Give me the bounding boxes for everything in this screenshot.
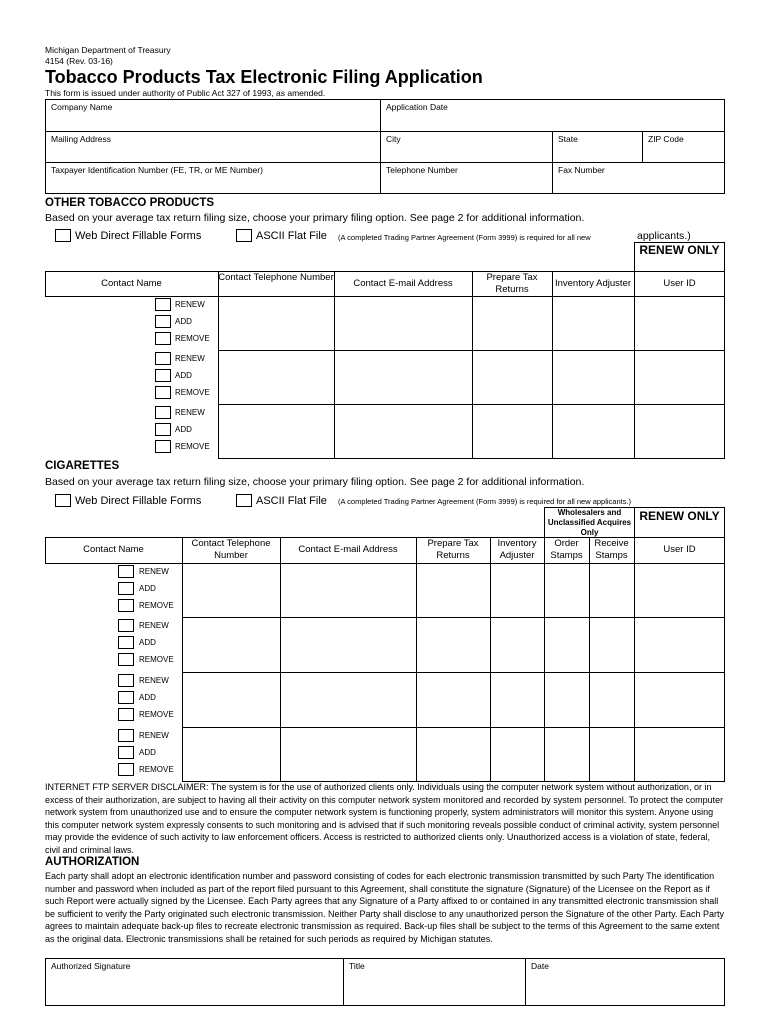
- otp-row3-remove-checkbox[interactable]: [155, 440, 171, 453]
- cig-col-order-stamps: Order Stamps: [550, 538, 583, 561]
- department-name: Michigan Department of Treasury: [45, 45, 171, 55]
- cig-col-contact-email: Contact E-mail Address: [298, 544, 398, 555]
- form-title: Tobacco Products Tax Electronic Filing Application: [45, 67, 483, 87]
- add-label: ADD: [175, 371, 192, 380]
- cig-wholesalers-header: Wholesalers and Unclassified Acquires Only: [547, 508, 632, 537]
- renew-label: RENEW: [139, 621, 169, 630]
- city-field[interactable]: City: [386, 134, 401, 144]
- cigarettes-heading: CIGARETTES: [45, 460, 120, 472]
- cig-row3-renew-checkbox[interactable]: [118, 674, 134, 687]
- otp-col-user-id: User ID: [663, 278, 696, 289]
- cig-row4-remove-checkbox[interactable]: [118, 763, 134, 776]
- cig-row2-renew-checkbox[interactable]: [118, 619, 134, 632]
- cig-row1-remove-checkbox[interactable]: [118, 599, 134, 612]
- remove-label: REMOVE: [175, 388, 210, 397]
- cig-row2-remove-checkbox[interactable]: [118, 653, 134, 666]
- cig-col-inventory-adjuster: Inventory Adjuster: [497, 538, 537, 561]
- otp-row1-add-checkbox[interactable]: [155, 315, 171, 328]
- otp-intro: Based on your average tax return filing size, choose your primary filing option. See page 2 for additional information.: [45, 212, 585, 224]
- fax-field[interactable]: Fax Number: [558, 165, 605, 175]
- renew-label: RENEW: [139, 676, 169, 685]
- cig-col-receive-stamps: Receive Stamps: [594, 538, 629, 561]
- remove-label: REMOVE: [139, 601, 174, 610]
- cig-col-user-id: User ID: [663, 544, 696, 555]
- ftp-disclaimer: INTERNET FTP SERVER DISCLAIMER: The system is for the use of authorized clients only. Individuals using the computer network system without authorization, or in excess of their authorization, are subject to having all their activity on this computer network system monitored and recorded by system personnel. To protect the computer network system from unauthorized use and to ensure the computer network system is functioning properly, system administrators will monitor this system. Anyone using this computer network system expressly consents to such monitoring and is advised that if such monitoring reveals possible conduct of criminal activity, system personnel may provide the evidence of such activity to law enforcement officers. Access is restricted to authorized clients only. Unauthorized access is a violation of state, federal, civil and criminal laws.: [45, 782, 724, 855]
- cig-ascii-label: ASCII Flat File: [256, 495, 327, 507]
- remove-label: REMOVE: [175, 334, 210, 343]
- cig-row1-renew-checkbox[interactable]: [118, 565, 134, 578]
- cig-ascii-checkbox[interactable]: [236, 494, 252, 507]
- otp-ascii-checkbox[interactable]: [236, 229, 252, 242]
- cig-row3-add-checkbox[interactable]: [118, 691, 134, 704]
- otp-col-contact-name: Contact Name: [101, 278, 162, 289]
- add-label: ADD: [139, 693, 156, 702]
- add-label: ADD: [175, 425, 192, 434]
- taxpayer-id-field[interactable]: Taxpayer Identification Number (FE, TR, or ME Number): [51, 165, 263, 175]
- telephone-field[interactable]: Telephone Number: [386, 165, 458, 175]
- cig-row4-add-checkbox[interactable]: [118, 746, 134, 759]
- company-name-field[interactable]: Company Name: [51, 102, 113, 112]
- cig-row4-renew-checkbox[interactable]: [118, 729, 134, 742]
- title-field[interactable]: Title: [349, 961, 365, 971]
- add-label: ADD: [175, 317, 192, 326]
- remove-label: REMOVE: [139, 765, 174, 774]
- otp-col-contact-email: Contact E-mail Address: [353, 278, 453, 289]
- otp-tpa-note: (A completed Trading Partner Agreement (Form 3999) is required for all new: [338, 233, 591, 242]
- remove-label: REMOVE: [139, 655, 174, 664]
- authorization-heading: AUTHORIZATION: [45, 856, 140, 868]
- cig-row1-add-checkbox[interactable]: [118, 582, 134, 595]
- authorization-text: Each party shall adopt an electronic identification number and password consisting of codes for each electronic transmission transmitted by such Party The identification number and password when included as part of the report filed pursuant to this Agreement, shall constitute the signature (Signature) of the Licensee on the Report as if such Report were actually signed by the Licensee. Each Party agrees that any Signature of a Party affixed to or contained in any transmitted electronic transmission shall be sufficient to verify the Party originated such electronic transmission. Neither Party shall disclose to any unauthorized person the Signature of the other Party. Each Party agrees to maintain adequate back-up files to recreate electronic transmission as required. Back-up files shall be subject to the terms of this Agreement to the same extent as the original data. Electronic transmissions shall be retained for such periods as required by Michigan statutes.: [45, 871, 725, 944]
- renew-label: RENEW: [139, 731, 169, 740]
- cig-row3-remove-checkbox[interactable]: [118, 708, 134, 721]
- state-field[interactable]: State: [558, 134, 578, 144]
- cig-col-contact-name: Contact Name: [83, 544, 144, 555]
- otp-row2-renew-checkbox[interactable]: [155, 352, 171, 365]
- otp-tpa-note-end: applicants.): [637, 230, 691, 242]
- renew-label: RENEW: [175, 354, 205, 363]
- authorized-signature-field[interactable]: Authorized Signature: [51, 961, 131, 971]
- otp-row3-add-checkbox[interactable]: [155, 423, 171, 436]
- cig-renew-only-header: RENEW ONLY: [639, 509, 720, 523]
- otp-heading: OTHER TOBACCO PRODUCTS: [45, 197, 215, 209]
- cigarettes-intro: Based on your average tax return filing size, choose your primary filing option. See page 2 for additional information.: [45, 476, 585, 488]
- date-field[interactable]: Date: [531, 961, 549, 971]
- add-label: ADD: [139, 638, 156, 647]
- add-label: ADD: [139, 584, 156, 593]
- otp-renew-only-header: RENEW ONLY: [639, 243, 720, 257]
- cig-col-contact-telephone: Contact Telephone Number: [191, 538, 271, 561]
- remove-label: REMOVE: [139, 710, 174, 719]
- cig-web-direct-checkbox[interactable]: [55, 494, 71, 507]
- cig-web-direct-label: Web Direct Fillable Forms: [75, 495, 202, 507]
- application-date-field[interactable]: Application Date: [386, 102, 448, 112]
- add-label: ADD: [139, 748, 156, 757]
- otp-row3-renew-checkbox[interactable]: [155, 406, 171, 419]
- otp-ascii-label: ASCII Flat File: [256, 230, 327, 242]
- remove-label: REMOVE: [175, 442, 210, 451]
- renew-label: RENEW: [175, 300, 205, 309]
- renew-label: RENEW: [139, 567, 169, 576]
- cig-row2-add-checkbox[interactable]: [118, 636, 134, 649]
- otp-row1-remove-checkbox[interactable]: [155, 332, 171, 345]
- otp-row1-renew-checkbox[interactable]: [155, 298, 171, 311]
- otp-col-contact-telephone: Contact Telephone Number: [218, 272, 334, 283]
- authority-text: This form is issued under authority of Public Act 327 of 1993, as amended.: [45, 88, 326, 98]
- otp-row2-add-checkbox[interactable]: [155, 369, 171, 382]
- otp-web-direct-checkbox[interactable]: [55, 229, 71, 242]
- otp-col-prepare-tax: Prepare Tax Returns: [486, 272, 538, 295]
- renew-label: RENEW: [175, 408, 205, 417]
- otp-col-inventory-adjuster: Inventory Adjuster: [554, 278, 632, 289]
- form-number: 4154 (Rev. 03-16): [45, 56, 113, 66]
- cig-col-prepare-tax: Prepare Tax Returns: [427, 538, 479, 561]
- mailing-address-field[interactable]: Mailing Address: [51, 134, 112, 144]
- zip-field[interactable]: ZIP Code: [648, 134, 684, 144]
- otp-row2-remove-checkbox[interactable]: [155, 386, 171, 399]
- otp-web-direct-label: Web Direct Fillable Forms: [75, 230, 202, 242]
- cig-tpa-note: (A completed Trading Partner Agreement (Form 3999) is required for all new applicants.): [338, 497, 632, 506]
